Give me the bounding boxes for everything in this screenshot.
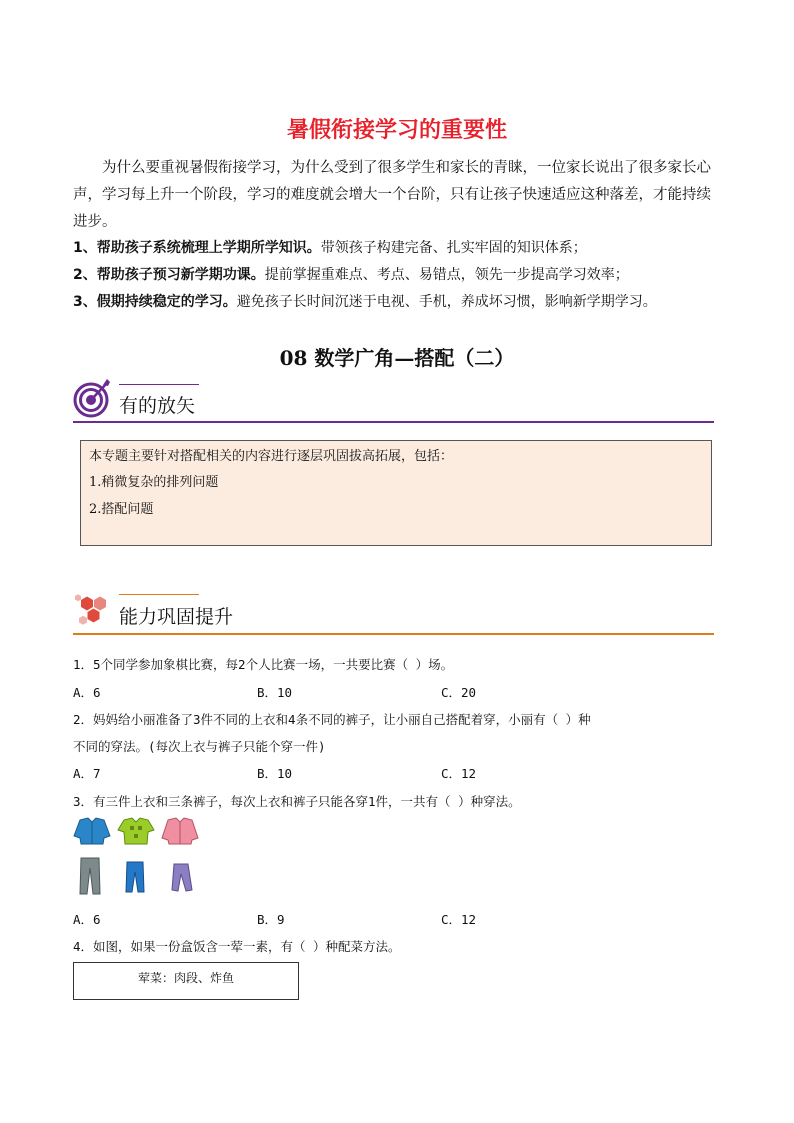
point-1-bold: 1、帮助孩子系统梳理上学期所学知识。 [73, 240, 321, 256]
green-shirt-icon [118, 818, 154, 844]
q2-option-b: B．10 [257, 766, 293, 781]
goal-intro: 本专题主要针对搭配相关的内容进行逐层巩固拔高拓展，包括： [89, 449, 454, 464]
question-3: 3．有三件上衣和三条裤子，每次上衣和裤子只能各穿1件，一共有（ ）种穿法。 [73, 794, 521, 809]
section-practice-label: 能力巩固提升 [119, 606, 234, 628]
blue-jacket-icon [74, 818, 110, 844]
unit-title: 08 数学广角—搭配（二） [279, 346, 515, 370]
point-1-text: 带领孩子构建完备、扎实牢固的知识体系； [320, 240, 587, 256]
point-3 [73, 289, 723, 316]
question-1: 1．5个同学参加象棋比赛，每2个人比赛一场，一共要比赛（ ）场。 [73, 657, 454, 672]
q1-option-b: B．10 [257, 685, 293, 700]
q3-option-c: C．12 [441, 912, 477, 927]
point-1 [73, 235, 723, 262]
q3-option-b: B．9 [257, 912, 285, 927]
intro-text: 为什么要重视暑假衔接学习，为什么受到了很多学生和家长的青睐，一位家长说出了很多家长心声，学习每上升一个阶段，学习的难度就会增大一个台阶，只有让孩子快速适应这种落差，才能持续进步。 [73, 160, 711, 230]
q1-option-a: A．6 [73, 685, 101, 700]
section-goal-label: 有的放矢 [119, 395, 196, 417]
section-practice-header [73, 590, 714, 640]
goal-box [80, 440, 712, 546]
q2-option-c: C．12 [441, 766, 477, 781]
menu-box-text: 荤菜：肉段、炸鱼 [137, 971, 234, 985]
menu-box [73, 962, 299, 1000]
hexagon-icon [73, 590, 113, 636]
q3-option-a: A．6 [73, 912, 101, 927]
q1-option-c: C．20 [441, 685, 477, 700]
question-2-line-2: 不同的穿法。(每次上衣与裤子只能个穿一件) [73, 739, 326, 754]
clothing-illustration [72, 816, 202, 898]
target-icon [73, 378, 111, 418]
pink-jacket-icon [162, 818, 198, 844]
intro-paragraph [73, 155, 723, 236]
question-2-line-1: 2．妈妈给小丽准备了3件不同的上衣和4条不同的裤子，让小丽自己搭配着穿，小丽有（ ）种 [73, 712, 591, 727]
point-2-text: 提前掌握重难点、考点、易错点，领先一步提高学习效率； [264, 267, 629, 283]
point-3-text: 避免孩子长时间沉迷于电视、手机，养成坏习惯，影响新学期学习。 [236, 294, 657, 310]
gray-trousers-icon [80, 858, 100, 894]
point-2 [73, 262, 723, 289]
q2-option-a: A．7 [73, 766, 101, 781]
goal-item-1: 1.稍微复杂的排列问题 [89, 475, 219, 490]
section-goal-header [73, 376, 714, 426]
goal-item-2: 2.搭配问题 [89, 502, 154, 517]
blue-jeans-icon [126, 862, 144, 892]
question-4: 4．如图，如果一份盒饭含一荤一素，有（ ）种配菜方法。 [73, 939, 401, 954]
point-3-bold: 3、假期持续稳定的学习。 [73, 294, 237, 310]
purple-trousers-icon [172, 864, 192, 891]
page-main-title: 暑假衔接学习的重要性 [286, 118, 507, 143]
point-2-bold: 2、帮助孩子预习新学期功课。 [73, 267, 265, 283]
